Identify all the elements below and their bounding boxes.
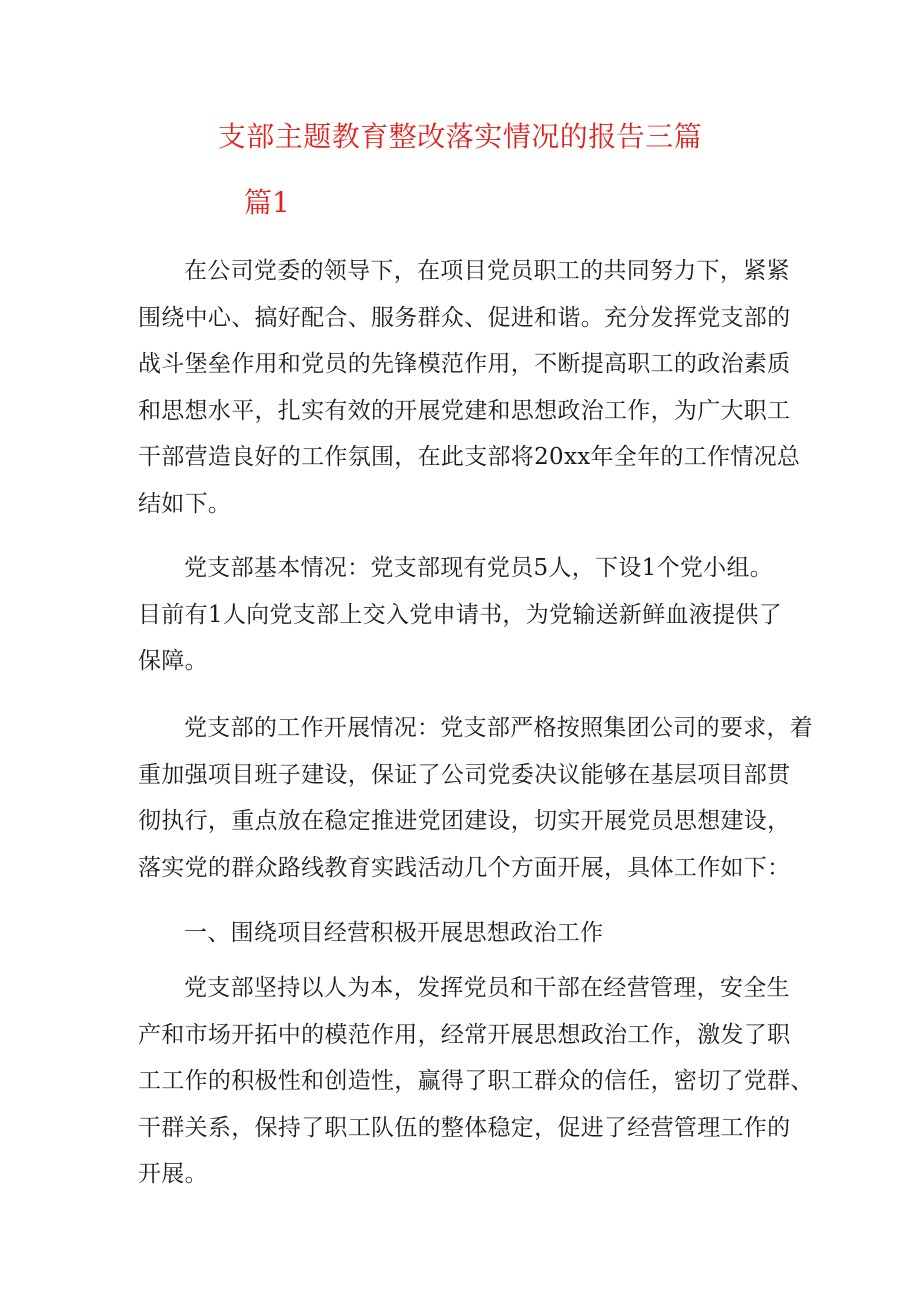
text-line: 落实党的群众路线教育实践活动几个方面开展，具体工作如下：: [138, 854, 791, 881]
text-line: 战斗堡垒作用和党员的先锋模范作用，不断提高职工的政治素质: [138, 351, 791, 377]
text-line: 结如下。: [138, 490, 232, 517]
paragraph-intro: [138, 248, 801, 527]
text-line: 党支部坚持以人为本，发挥党员和干部在经营管理，安全生: [184, 975, 790, 1001]
text-line: 工工作的积极性和创造性，赢得了职工群众的信任，密切了党群、: [138, 1068, 814, 1094]
text-line: 目前有1人向党支部上交入党申请书，为党输送新鲜血液提供了: [138, 601, 783, 628]
paragraph-political-work: [138, 965, 814, 1198]
text-line: 产和市场开拓中的模范作用，经常开展思想政治工作，激发了职: [138, 1021, 791, 1048]
text-line: 在公司党委的领导下，在项目党员职工的共同努力下，紧紧: [184, 258, 790, 284]
paragraph-basic-info: [138, 545, 794, 685]
text-line: 一、围绕项目经营积极开展思想政治工作: [184, 920, 604, 946]
text-line: 围绕中心、搞好配合、服务群众、促进和谐。充分发挥党支部的: [138, 304, 791, 331]
section-one-heading: [138, 910, 794, 957]
text-line: 党支部基本情况：党支部现有党员5人，下设1个党小组。: [184, 555, 774, 581]
text-line: 开展。: [138, 1161, 208, 1187]
text-line: 和思想水平，扎实有效的开展党建和思想政治工作，为广大职工: [138, 397, 791, 424]
text-line: 干部营造良好的工作氛围，在此支部将20xx年全年的工作情况总: [138, 444, 801, 470]
text-line: 干群关系，保持了职工队伍的整体稳定，促进了经营管理工作的: [138, 1114, 791, 1141]
document-title: 支部主题教育整改落实情况的报告三篇: [217, 120, 703, 153]
text-line: 彻执行，重点放在稳定推进党团建设，切实开展党员思想建设，: [138, 808, 791, 834]
section-heading: 篇1: [244, 186, 290, 219]
paragraph-work-progress: [138, 705, 814, 891]
text-line: 重加强项目班子建设，保证了公司党委决议能够在基层项目部贯: [138, 761, 791, 788]
text-line: 党支部的工作开展情况：党支部严格按照集团公司的要求，着: [184, 715, 814, 741]
text-line: 保障。: [138, 648, 208, 674]
